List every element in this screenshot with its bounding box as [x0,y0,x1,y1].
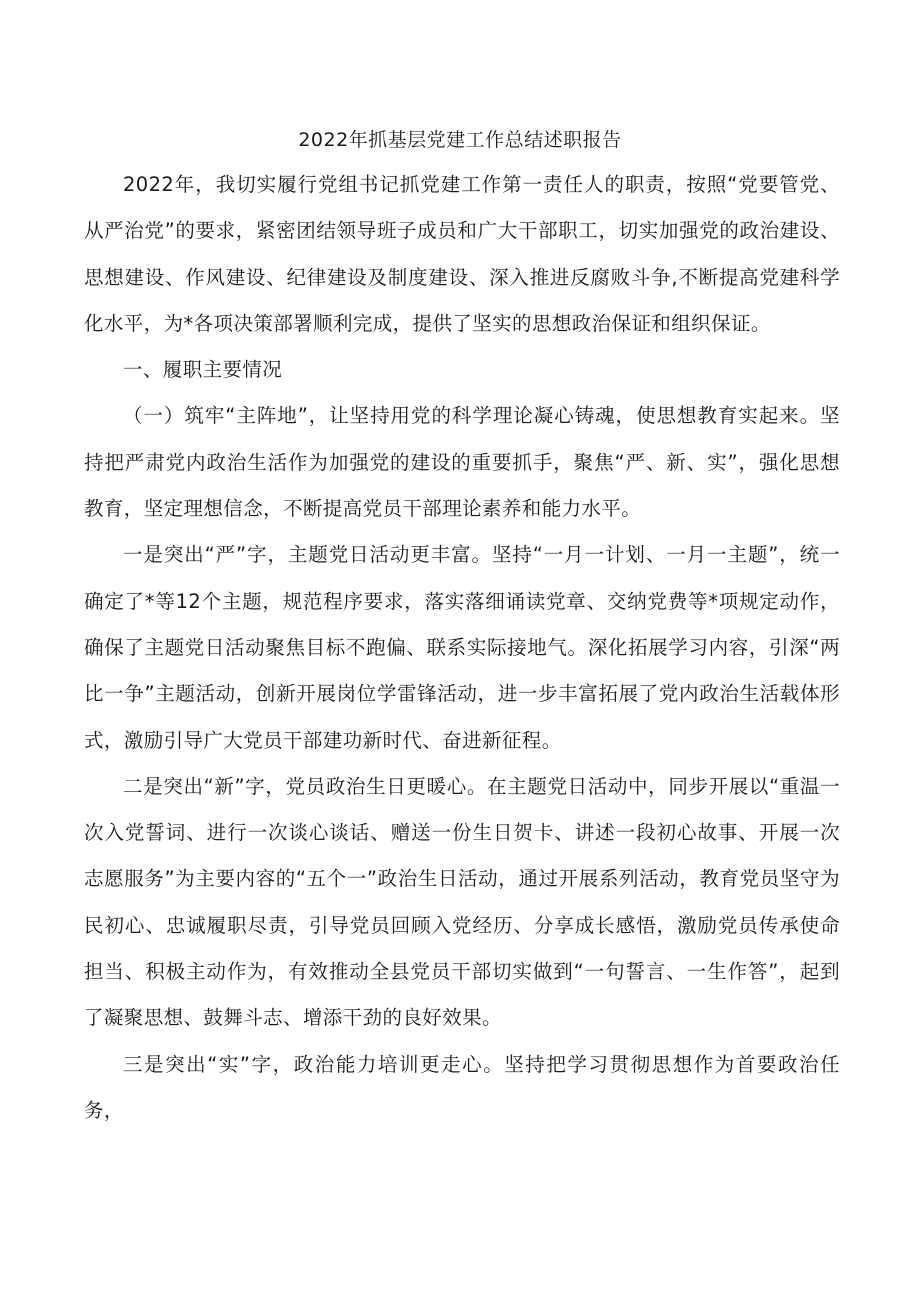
document-title: 2022年抓基层党建工作总结述职报告 [298,129,622,151]
subsection-paragraph: （一）筑牢“主阵地”，让坚持用党的科学理论凝心铸魂，使思想教育实起来。坚持把严肃党内政治生活作为加强党的建设的重要抓手，聚焦“严、新、实”，强化思想教育，坚定理想信念，不断提高党员干部理论素养和能力水平。 [84,404,840,521]
intro-paragraph: 2022年，我切实履行党组书记抓党建工作第一责任人的职责，按照“党要管党、从严治党”的要求，紧密团结领导班子成员和广大干部职工，切实加强党的政治建设、思想建设、作风建设、纪律建设及制度建设、深入推进反腐败斗争,不断提高党建科学化水平，为*各项决策部署顺利完成，提供了坚实的思想政治保证和组织保证。 [84,173,840,335]
section-heading: 一、履职主要情况 [123,358,283,382]
point-three-paragraph: 三是突出“实”字，政治能力培训更走心。坚持把学习贯彻思想作为首要政治任务， [84,1052,840,1122]
point-two-paragraph: 二是突出“新”字，党员政治生日更暖心。在主题党日活动中，同步开展以“重温一次入党誓词、进行一次谈心谈话、赠送一份生日贺卡、讲述一段初心故事、开展一次志愿服务”为主要内容的“五个一”政治生日活动，通过开展系列活动，教育党员坚守为民初心、忠诚履职尽责，引导党员回顾入党经历、分享成长感悟，激励党员传承使命担当、积极主动作为，有效推动全县党员干部切实做到“一句誓言、一生作答”，起到了凝聚思想、鼓舞斗志、增添干劲的良好效果。 [84,774,840,1030]
point-one-paragraph: 一是突出“严”字，主题党日活动更丰富。坚持“一月一计划、一月一主题”，统一确定了*等12个主题，规范程序要求，落实落细诵读党章、交纳党费等*项规定动作，确保了主题党日活动聚焦目标不跑偏、联系实际接地气。深化拓展学习内容，引深“两比一争”主题活动，创新开展岗位学雷锋活动，进一步丰富拓展了党内政治生活载体形式，激励引导广大党员干部建功新时代、奋进新征程。 [84,543,840,752]
document-body [84,162,840,1134]
